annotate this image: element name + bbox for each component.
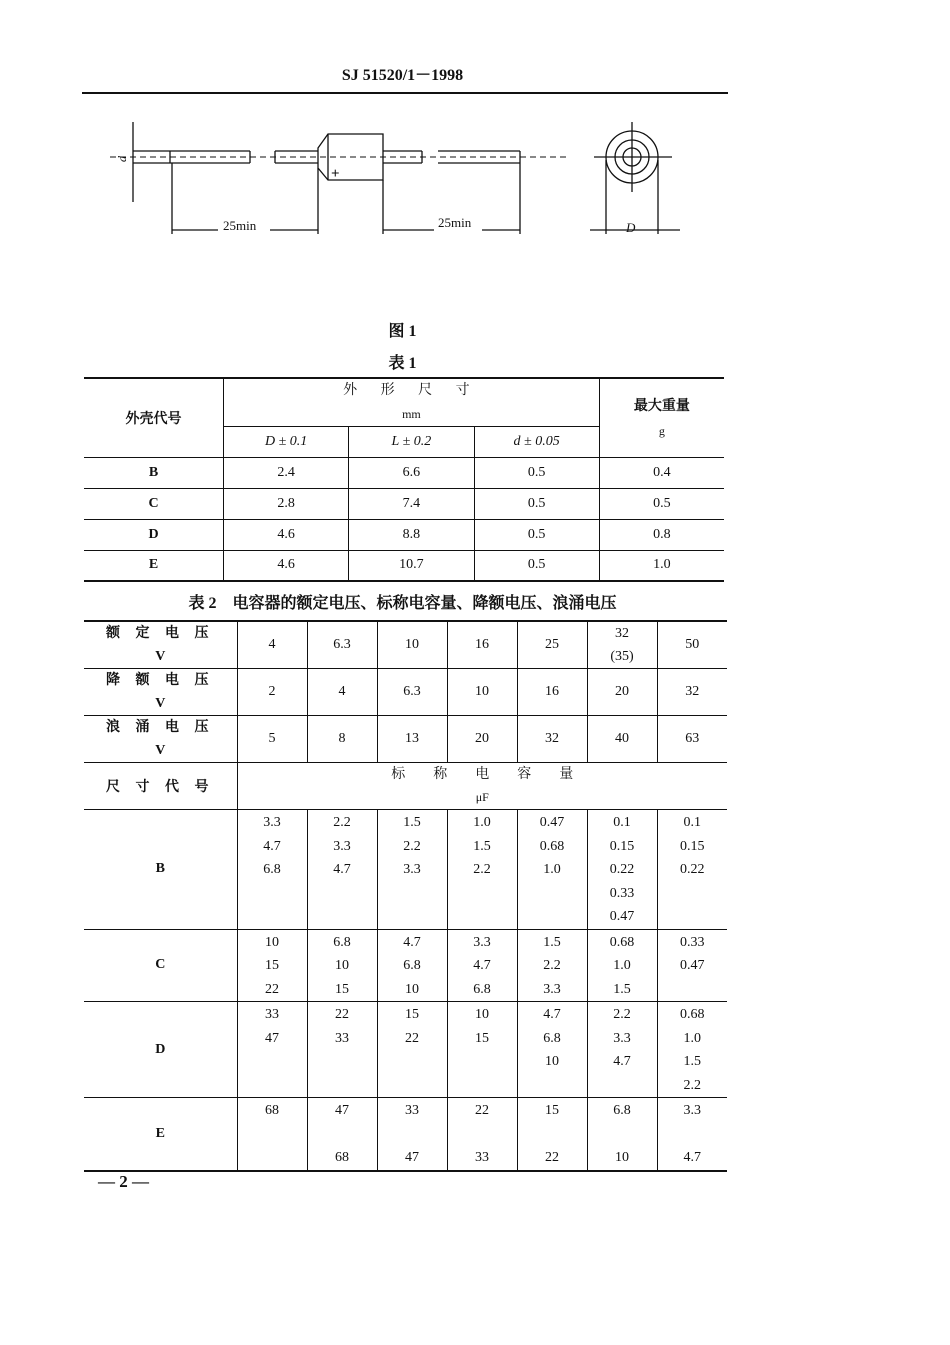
capacitance-value: 0.47 [609,909,635,924]
table-cell: 2.8 [224,488,349,519]
capacitance-value: 2.2 [683,1077,701,1093]
capacitance-title: 标 称 电 容 量 [391,767,574,782]
header-case-code: 外壳代号 [84,378,224,457]
capacitance-value: 2.2 [543,958,561,973]
capacitance-value: 6.8 [263,862,281,877]
capacitance-value: 6.8 [613,1103,631,1118]
rated-voltage-cell: 4 [237,621,307,669]
capacitance-value: 1.5 [473,838,491,854]
capacitance-header [237,763,727,810]
body-dia-label: D [626,220,636,235]
capacitance-cell [237,1098,307,1171]
derated-voltage-cell: 10 [447,669,517,716]
capacitance-value [518,1123,587,1147]
capacitance-value: 22 [475,1103,489,1118]
case-code-cell: E [84,550,224,581]
table-cell: 0.5 [474,519,599,550]
capacitance-cell [447,1002,517,1098]
capacitance-value: 15 [405,1007,419,1022]
surge-voltage-row [84,716,727,763]
table-row [84,519,724,550]
capacitance-cell [307,929,377,1002]
case-code-cell: C [84,488,224,519]
capacitance-value: 2.2 [473,862,491,877]
capacitance-value: 1.5 [403,815,421,830]
surge-voltage-label: 浪 涌 电 压 [106,720,215,735]
size-code-cell: D [84,1002,237,1098]
capacitance-cell [587,810,657,930]
capacitance-cell [587,929,657,1002]
capacitance-cell [377,1098,447,1171]
capacitance-value: 22 [545,1150,559,1165]
capacitance-cell [377,810,447,930]
capacitance-value [238,1146,307,1170]
size-code-cell: C [84,929,237,1002]
capacitance-value: 2.2 [403,838,421,854]
capacitance-cell [517,1002,587,1098]
capacitance-cell [517,1098,587,1171]
lead-dia-label: d [115,156,129,162]
capacitance-value: 15 [475,1030,489,1046]
capacitance-value: 47 [265,1030,279,1046]
capacitance-value: 6.8 [403,958,421,973]
sub-header-l: L ± 0.2 [349,426,474,457]
capacitance-value: 68 [335,1150,349,1165]
capacitance-value: 1.5 [683,1054,701,1069]
surge-voltage-cell: 13 [377,716,447,763]
lead-length-right: 25min [438,215,472,230]
capacitance-value: 0.33 [609,885,635,901]
capacitance-cell [377,929,447,1002]
rated-voltage-label-cell [84,621,237,669]
table-cell: 0.5 [474,488,599,519]
capacitance-value: 1.0 [683,1030,701,1046]
table-cell: 7.4 [349,488,474,519]
size-code-cell: B [84,810,237,930]
rated-voltage-cell: 6.3 [307,621,377,669]
table-cell: 2.4 [224,457,349,488]
capacitance-cell [237,810,307,930]
table-cell: 0.5 [474,457,599,488]
capacitance-value: 47 [405,1150,419,1165]
capacitance-value: 0.68 [609,934,635,950]
table-row [84,457,724,488]
capacitance-value: 1.0 [613,958,631,973]
max-weight-unit: g [658,423,665,438]
capacitance-value: 3.3 [543,981,561,997]
capacitance-cell [307,1098,377,1171]
capacitance-value [238,1123,307,1147]
rated-voltage-cell: 25 [517,621,587,669]
surge-voltage-cell: 8 [307,716,377,763]
polarity-mark: + [331,166,340,182]
table-cell: 4.6 [224,519,349,550]
capacitance-value: 1.0 [473,815,491,830]
lead-length-left: 25min [223,218,257,233]
derated-voltage-cell: 32 [657,669,727,716]
group-row [84,1002,727,1098]
capacitance-value: 15 [335,981,349,997]
capacitance-value: 33 [265,1007,279,1022]
table-cell: 0.8 [599,519,724,550]
table2 [84,620,727,1172]
capacitance-value: 0.33 [680,934,705,950]
capacitance-value: 33 [335,1030,349,1046]
capacitance-cell [517,929,587,1002]
rated-voltage-row [84,621,727,669]
page-number: — 2 — [98,1172,149,1191]
capacitance-cell [517,810,587,930]
capacitance-value: 3.3 [403,862,421,877]
surge-voltage-cell: 40 [587,716,657,763]
derated-voltage-cell: 16 [517,669,587,716]
capacitance-cell [657,1098,727,1171]
capacitance-value: 10 [335,958,349,973]
size-code-cell: E [84,1098,237,1171]
capacitance-value: 33 [475,1150,489,1165]
capacitance-cell [377,1002,447,1098]
capacitance-cell [657,929,727,1002]
dimensions-title: 外 形 尺 寸 [343,383,480,399]
capacitance-value: 0.15 [609,838,635,854]
capacitance-value: 4.7 [613,1054,631,1069]
capacitance-value: 4.7 [333,862,351,877]
capacitance-value: 3.3 [473,934,491,950]
capacitance-value: 0.22 [680,862,705,877]
group-row [84,929,727,1002]
surge-voltage-label-cell [84,716,237,763]
capacitance-value: 10 [405,981,419,997]
capacitance-value [308,1123,377,1147]
capacitance-cell [657,810,727,930]
capacitance-cell [447,929,517,1002]
size-code-label: 尺 寸 代 号 [84,763,237,810]
capacitance-value: 4.7 [683,1150,701,1165]
table-row [84,488,724,519]
capacitance-value: 0.68 [680,1007,705,1022]
capacitance-cell [307,1002,377,1098]
table-cell: 0.4 [599,457,724,488]
capacitance-value: 15 [545,1103,559,1118]
capacitance-value: 0.47 [680,958,705,973]
capacitance-value: 10 [615,1150,629,1165]
capacitance-value: 4.7 [543,1007,561,1022]
capacitance-value [448,1123,517,1147]
header-dimensions [224,378,600,426]
table-cell: 0.5 [599,488,724,519]
capacitance-value: 4.7 [473,958,491,973]
table1-caption: 表 1 [388,355,417,372]
capacitance-cell [447,810,517,930]
surge-voltage-cell: 32 [517,716,587,763]
table-cell: 4.6 [224,550,349,581]
capacitance-value: 0.15 [680,838,705,854]
sub-header-d: D ± 0.1 [224,426,349,457]
capacitance-value: 3.3 [263,815,281,830]
table-cell: 8.8 [349,519,474,550]
capacitance-value: 10 [475,1007,489,1022]
table-cell: 0.5 [474,550,599,581]
capacitance-value: 68 [265,1103,279,1118]
capacitance-value: 2.2 [613,1007,631,1022]
capacitance-value [588,1123,657,1147]
document-header: SJ 51520/1－1998 [341,67,464,84]
capacitance-value [658,1123,728,1147]
derated-voltage-label: 降 额 电 压 [106,673,215,688]
rated-voltage-cell: 10 [377,621,447,669]
capacitance-value: 1.5 [543,934,561,950]
capacitance-value: 0.1 [613,815,631,830]
table2-caption: 表 2 电容器的额定电压、标称电容量、降额电压、浪涌电压 [188,595,617,612]
rated-voltage-cell: 16 [447,621,517,669]
figure-caption: 图 1 [388,323,417,340]
capacitance-cell [447,1098,517,1171]
rated-voltage-value: 32 [615,626,629,641]
derated-voltage-cell: 4 [307,669,377,716]
capacitance-cell [237,929,307,1002]
header-rule [82,92,728,94]
capacitance-value: 1.5 [613,981,631,997]
rated-voltage-label: 额 定 电 压 [106,626,215,641]
capacitance-value: 15 [265,958,279,973]
capacitor-drawing [100,110,720,250]
rated-voltage-cell: 50 [657,621,727,669]
capacitance-value: 3.3 [333,838,351,854]
capacitance-value: 0.22 [609,862,635,877]
capacitance-cell [587,1098,657,1171]
capacitance-value: 47 [335,1103,349,1118]
table-cell: 1.0 [599,550,724,581]
capacitance-unit: μF [475,790,489,804]
table1 [84,377,724,582]
capacitance-value: 6.8 [543,1030,561,1046]
rated-voltage-cell [587,621,657,669]
capacitance-value: 0.68 [539,838,565,854]
capacitance-value: 6.8 [473,981,491,997]
sub-header-lead: d ± 0.05 [474,426,599,457]
capacitance-cell [307,810,377,930]
derated-voltage-cell: 20 [587,669,657,716]
dimensions-unit: mm [402,407,421,422]
group-row [84,810,727,930]
capacitance-value: 0.47 [539,815,565,830]
capacitance-cell [237,1002,307,1098]
capacitance-value: 1.0 [543,862,561,877]
derated-voltage-cell: 6.3 [377,669,447,716]
case-code-cell: D [84,519,224,550]
capacitance-value: 22 [335,1007,349,1022]
derated-voltage-label-cell [84,669,237,716]
surge-voltage-cell: 5 [237,716,307,763]
table-cell: 6.6 [349,457,474,488]
capacitance-value: 4.7 [263,838,281,854]
capacitance-value: 10 [265,934,279,950]
capacitance-header-row [84,763,727,810]
capacitance-cell [657,1002,727,1098]
capacitance-value: 22 [265,981,279,997]
capacitance-value: 2.2 [333,815,351,830]
surge-voltage-cell: 63 [657,716,727,763]
derated-voltage-row [84,669,727,716]
capacitance-value: 10 [545,1054,559,1069]
capacitance-value: 33 [405,1103,419,1118]
case-code-cell: B [84,457,224,488]
derated-voltage-unit: V [155,696,166,711]
max-weight-title: 最大重量 [633,398,690,414]
capacitance-value: 22 [405,1030,419,1046]
table-cell: 10.7 [349,550,474,581]
capacitance-value: 4.7 [403,934,421,950]
surge-voltage-cell: 20 [447,716,517,763]
surge-voltage-unit: V [155,743,166,758]
header-max-weight [599,378,724,457]
capacitance-value: 0.1 [683,815,701,830]
capacitance-value [378,1123,447,1147]
derated-voltage-cell: 2 [237,669,307,716]
capacitance-value: 3.3 [613,1030,631,1046]
capacitance-value: 6.8 [333,934,351,950]
rated-voltage-alt: (35) [610,649,634,664]
capacitance-value: 3.3 [683,1103,701,1118]
table-row [84,550,724,581]
rated-voltage-unit: V [155,649,166,664]
capacitance-cell [587,1002,657,1098]
group-row [84,1098,727,1171]
